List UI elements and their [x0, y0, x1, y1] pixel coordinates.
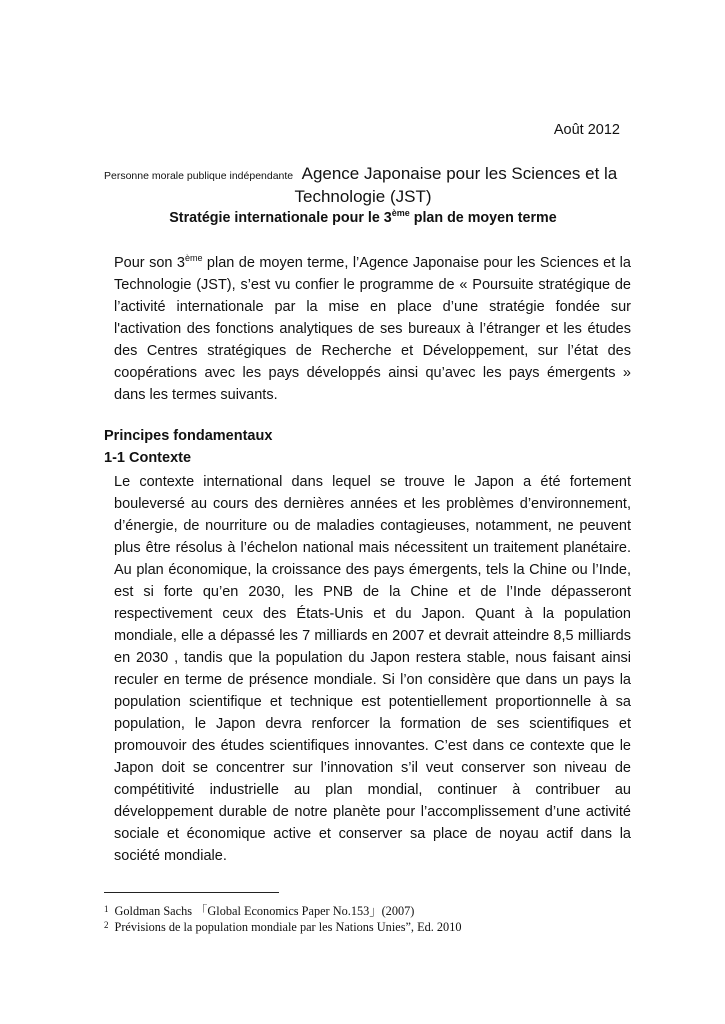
footnote-2 — [104, 920, 462, 935]
document-subtitle — [104, 210, 622, 226]
footnote-2-text: Prévisions de la population mondiale par les Nations Unies”, Ed. 2010 — [114, 920, 462, 934]
agency-name-part1: Agence Japonaise pour les Sciences et la — [301, 164, 618, 183]
subsection-heading: 1-1 Contexte — [104, 450, 192, 466]
footnote-1 — [104, 901, 414, 919]
context-paragraph: Le contexte international dans lequel se trouve le Japon a été fortement bouleversé au cours des dernières années et les problèmes d’environnement, d’énergie, de nourriture ou de maladies contagieuses, notamment, ne peuvent plus être résolus à l’échelon national mais nécessitent un traitement planétaire. Au plan économique, la croissance des pays émergents, tels la Chine ou l’Inde, est si forte qu’en 2030, les PNB de la Chine et de l’Inde dépasseront respectivement ceux des États-Unis et du Japon. Quant à la population mondiale, elle a dépassé les 7 milliards en 2007 et devrait atteindre 8,5 milliards en 2030 , tandis que la population du Japon restera stable, nous faisant ainsi reculer en terme de présence mondiale. Si l’on considère que dans un pays la population scientifique et technique est potentiellement proportionnelle à sa population, le Japon devra renforcer la formation de ses scientifiques et promouvoir des études scientifiques innovantes. C’est dans ce contexte que le Japon doit se concentrer sur l’innovation s’il veut conserver son niveau de compétitivité industrielle au plan mondial, continuer à contribuer au développement durable de notre planète pour l’accomplissement d’une activité sociale et économique active et conserver sa place de noyau actif dans la société mondiale. — [114, 474, 631, 864]
intro-paragraph — [104, 252, 631, 406]
intro-superscript: ème — [184, 253, 203, 263]
intro-text-start: Pour son 3 — [114, 255, 185, 271]
agency-name-part2: Technologie (JST) — [294, 187, 432, 206]
footnote-2-number: 2 — [104, 920, 109, 930]
footnote-1-number: 1 — [104, 904, 109, 914]
section-heading: Principes fondamentaux — [104, 428, 273, 444]
header-title-line1 — [104, 164, 622, 184]
intro-text-body: plan de moyen terme, l’Agence Japonaise pour les Sciences et la Technologie (JST), s’est vu confier le programme de « Poursuite stratégique de l’activité internationale par la mise en place d’une stratégie fondée sur l'activation des fonctions analytiques de ses bureaux à l’étranger et les études des Centres stratégiques de Recherche et Développement, sur l’état des coopérations avec les pays développés ainsi qu’avec les pays émergents » dans les termes suivants. — [114, 255, 631, 403]
subtitle-superscript: ème — [391, 208, 410, 218]
footnote-1-text: Goldman Sachs 「Global Economics Paper No.153」(2007) — [114, 904, 415, 918]
org-type-label: Personne morale publique indépendante — [104, 170, 294, 182]
footnote-divider — [104, 892, 279, 893]
subtitle-text-start: Stratégie internationale pour le 3 — [169, 210, 392, 226]
subtitle-text-end: plan de moyen terme — [409, 210, 557, 226]
document-date: Août 2012 — [553, 122, 620, 138]
